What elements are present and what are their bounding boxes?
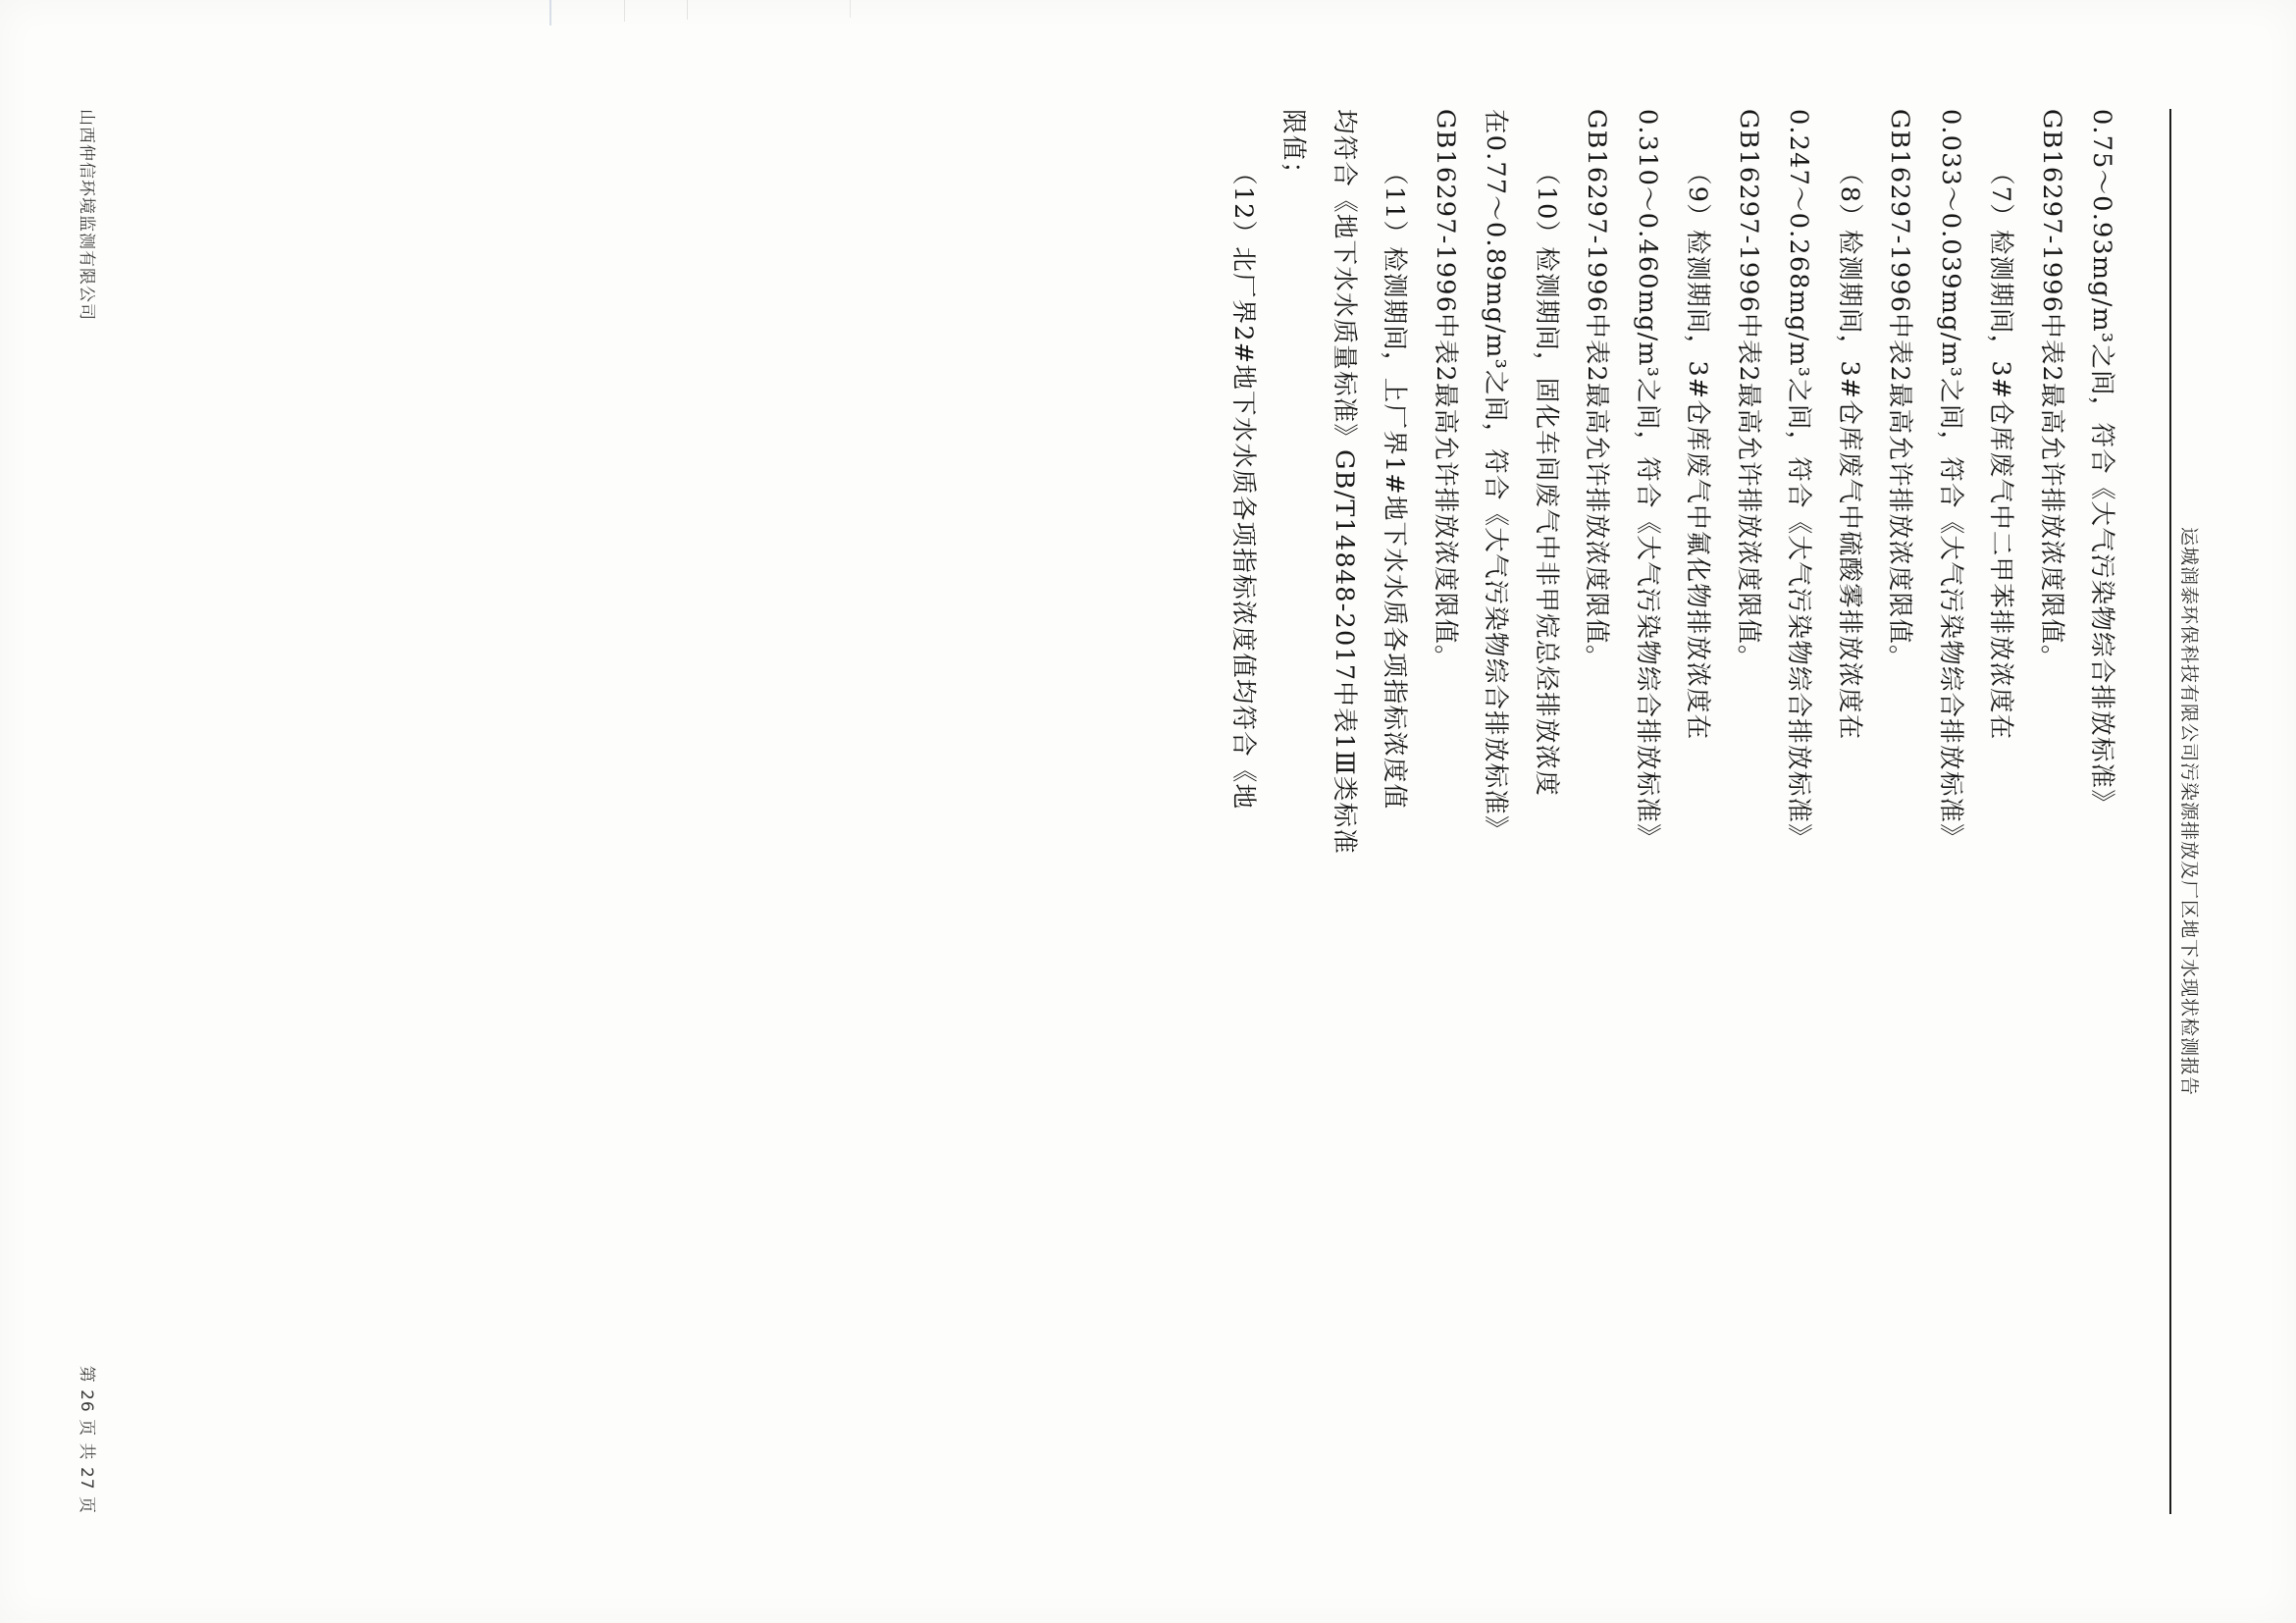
paragraph: GB16297-1996中表2最高允许排放浓度限值。	[1885, 109, 1915, 671]
scanner-artifact-mark	[850, 0, 851, 18]
paragraph: GB16297-1996中表2最高允许排放浓度限值。	[1430, 109, 1460, 671]
paragraph: 0.033～0.039mg/m³之间，符合《大气污染物综合排放标准》	[1935, 109, 1965, 850]
page-footer	[77, 109, 101, 1514]
paragraph: GB16297-1996中表2最高允许排放浓度限值。	[2036, 109, 2066, 671]
paragraph: 均符合《地下水水质量标准》GB/T14848-2017中表1Ⅲ类标准	[1329, 109, 1359, 855]
paragraph: （9）检测期间，3#仓库废气中氟化物排放浓度在	[1683, 160, 1713, 741]
paragraph: （8）检测期间，3#仓库废气中硫酸雾排放浓度在	[1834, 160, 1864, 741]
report-body	[1218, 109, 2126, 1514]
paragraph: GB16297-1996中表2最高允许排放浓度限值。	[1582, 109, 1612, 671]
paragraph: （7）检测期间，3#仓库废气中二甲苯排放浓度在	[1986, 160, 2016, 741]
footer-company-name: 山西仲信环境监测有限公司	[77, 109, 96, 321]
footer-page-number: 第 26 页 共 27 页	[77, 1365, 96, 1514]
paragraph: （11）检测期间，上厂界1#地下水水质各项指标浓度值	[1380, 160, 1410, 811]
paragraph: 0.247～0.268mg/m³之间，符合《大气污染物综合排放标准》	[1784, 109, 1814, 850]
paragraph: 限值；	[1278, 109, 1309, 188]
paragraph: 0.75～0.93mg/m³之间，符合《大气污染物综合排放标准》	[2087, 109, 2116, 815]
paragraph: （12）北厂界2#地下水水质各项指标浓度值均符合《地	[1227, 160, 1258, 811]
header-divider	[2169, 109, 2171, 1514]
scanner-artifact-mark	[687, 0, 688, 20]
scanner-artifact-mark	[624, 0, 625, 22]
scanner-artifact-mark	[549, 0, 551, 26]
document-content	[49, 56, 2247, 1567]
rotated-document-surface	[49, 56, 2247, 1567]
paragraph: GB16297-1996中表2最高允许排放浓度限值。	[1733, 109, 1763, 671]
report-header-title: 运城润泰环保科技有限公司污染源排放及厂区地下水现状检测报告	[2178, 526, 2200, 1096]
paragraph: （10）检测期间，固化车间废气中非甲烷总烃排放浓度	[1531, 160, 1561, 797]
paragraph: 在0.77～0.89mg/m³之间，符合《大气污染物综合排放标准》	[1481, 109, 1511, 842]
paragraph: 0.310～0.460mg/m³之间，符合《大气污染物综合排放标准》	[1632, 109, 1662, 850]
